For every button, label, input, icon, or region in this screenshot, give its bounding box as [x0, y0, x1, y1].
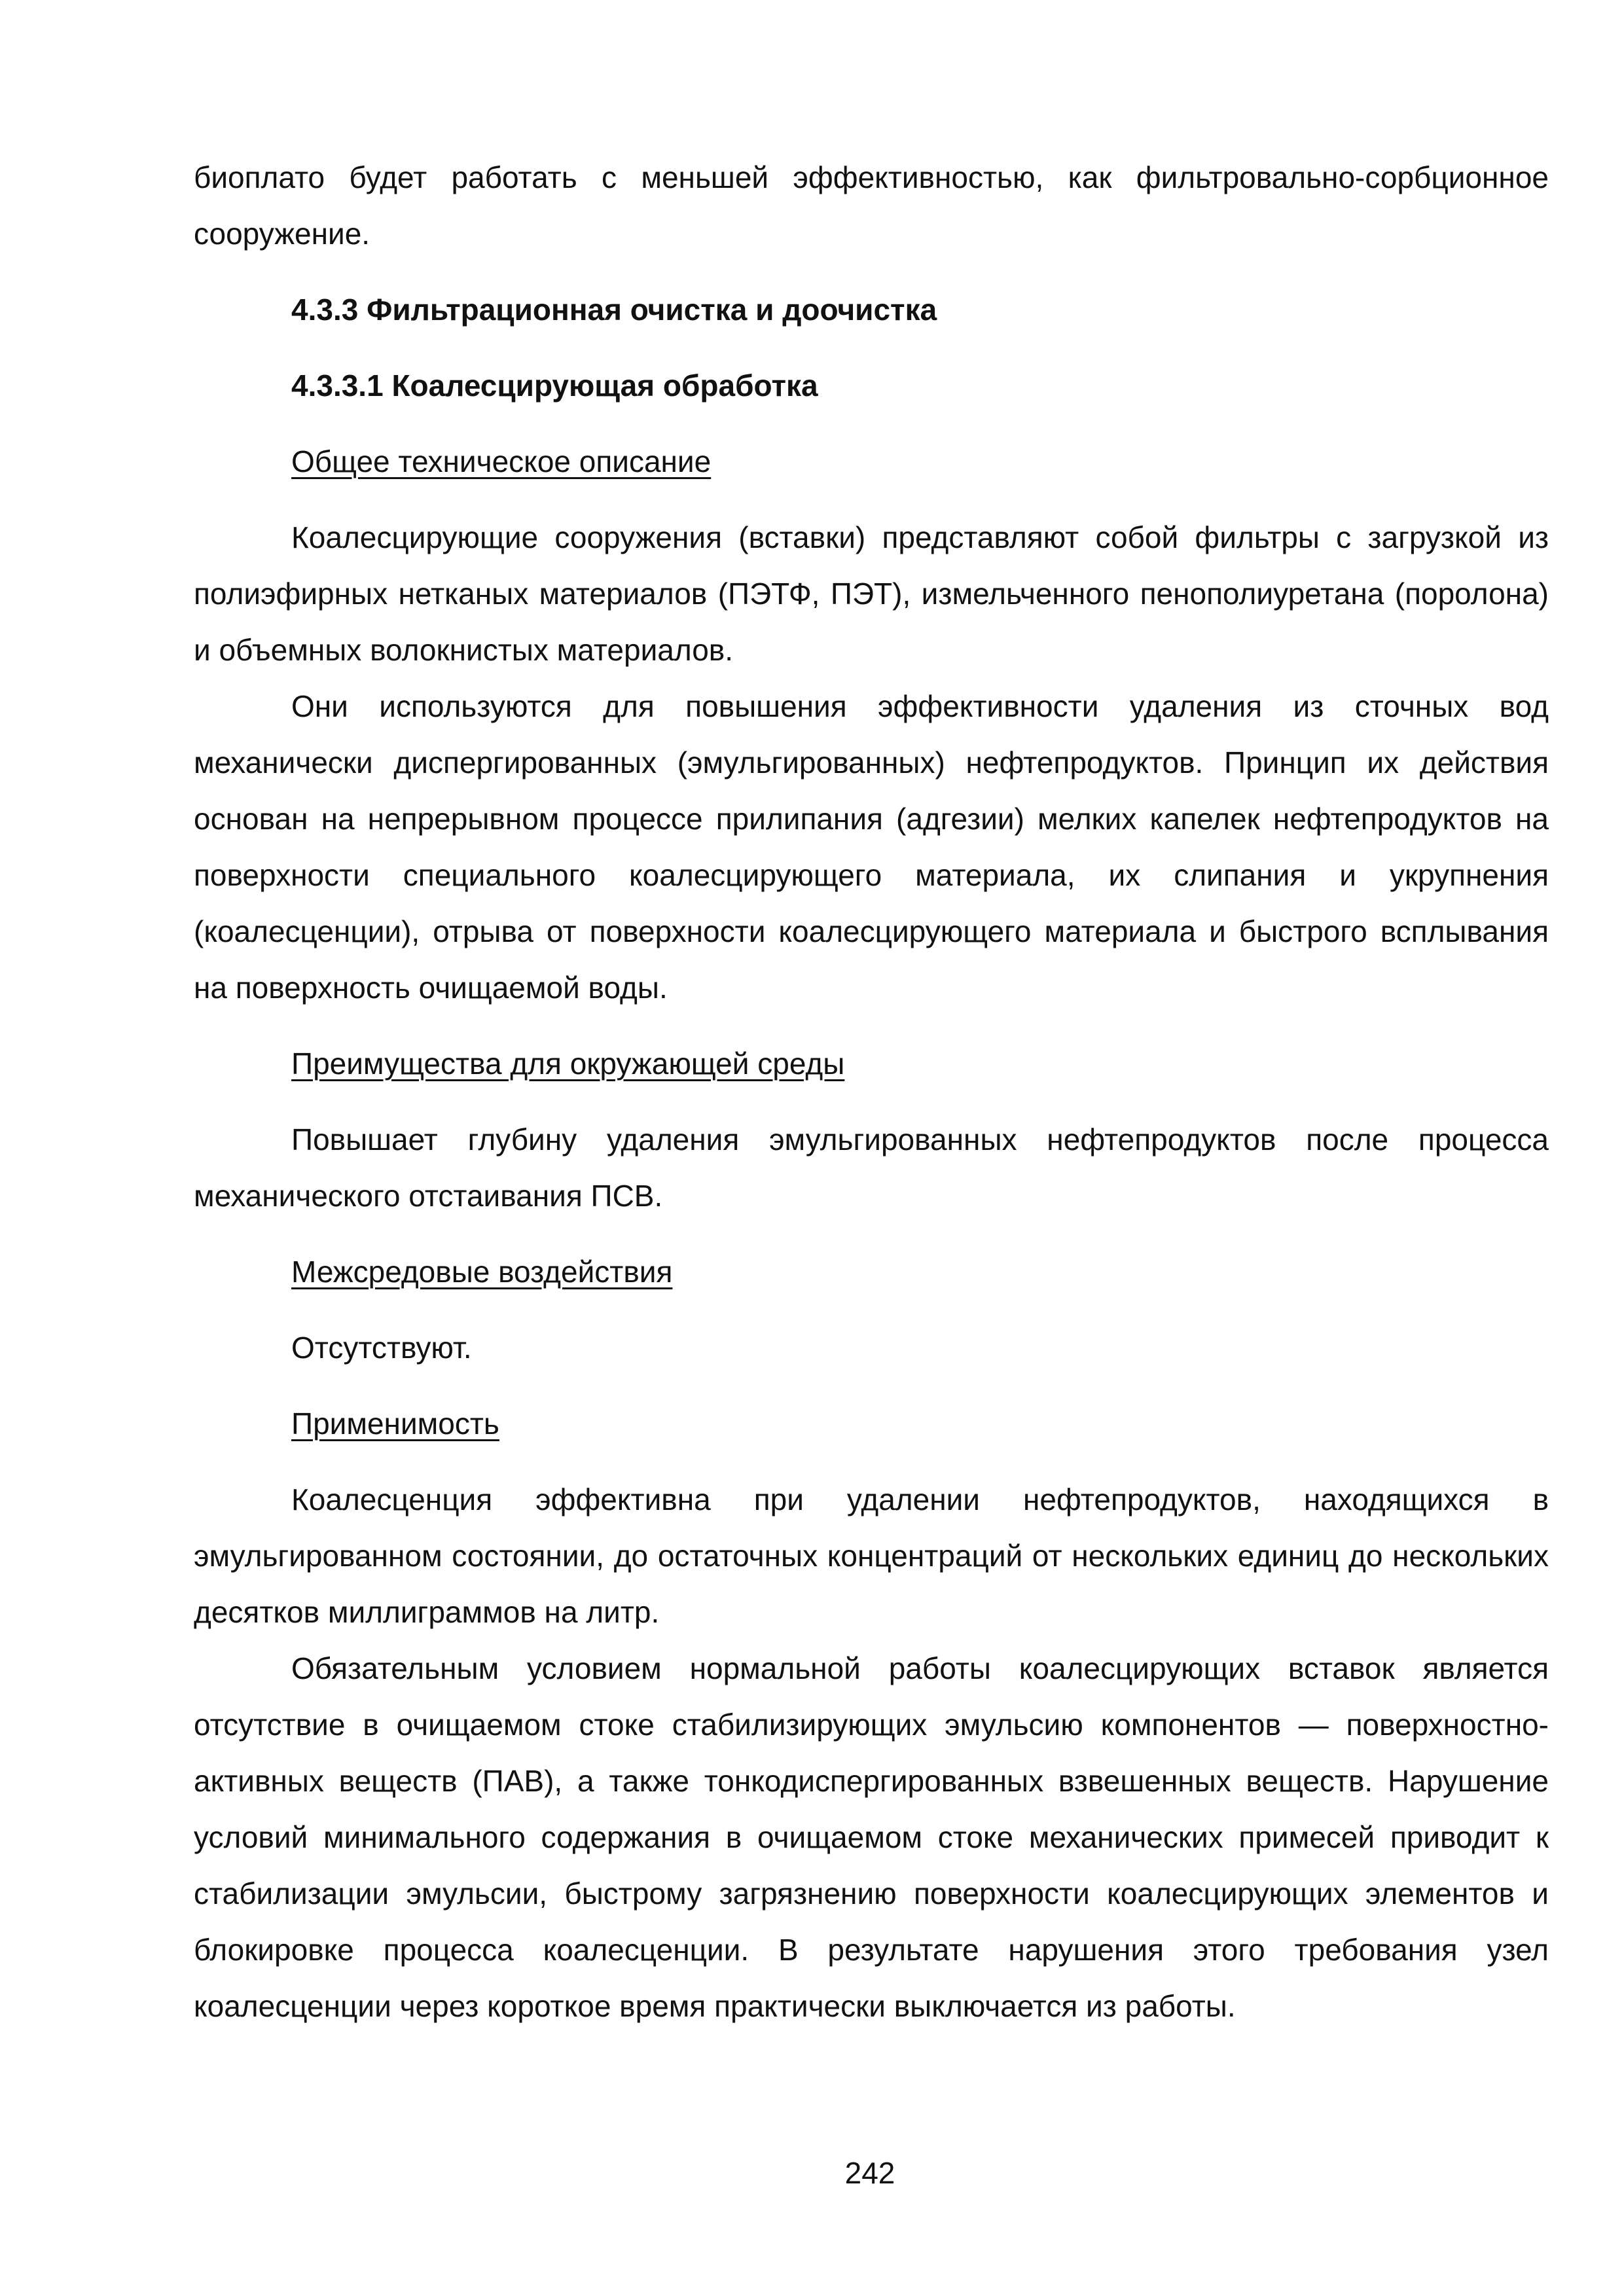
paragraph-env-benefit: Повышает глубину удаления эмульгированных нефтепродуктов после процесса механического отстаивания ПСВ. — [194, 1122, 1549, 1213]
subsection-heading: 4.3.3.1 Коалесцирующая обработка — [291, 368, 818, 403]
paragraph-intro: биоплато будет работать с меньшей эффективностью, как фильтровально-сорбционное сооружение. — [194, 160, 1549, 251]
paragraph-cross-media: Отсутствуют. — [291, 1331, 472, 1365]
section-heading: 4.3.3 Фильтрационная очистка и доочистка — [291, 293, 937, 327]
paragraph-usage: Они используются для повышения эффективности удаления из сточных вод механически диспергированных (эмульгированных) нефтепродуктов. Принцип их действия основан на непрерывном процессе прилипания (адгезии) мелких капелек нефтепродуктов на поверхности специального коалесцирующего материала, их слипания и укрупнения (коалесценции), отрыва от поверхности коалесцирующего материала и быстрого всплывания на поверхность очищаемой воды. — [194, 689, 1549, 1005]
subheading-tech-description: Общее техническое описание — [291, 444, 712, 478]
paragraph-tech-description: Коалесцирующие сооружения (вставки) представляют собой фильтры с загрузкой из полиэфирных нетканых материалов (ПЭТФ, ПЭТ), измельченного пенополиуретана (поролона) и объемных волокнистых материалов. — [194, 520, 1549, 667]
paragraph-applicability-2: Обязательным условием нормальной работы коалесцирующих вставок является отсутствие в очищаемом стоке стабилизирующих эмульсию компонентов — поверхностно-активных веществ (ПАВ), а также тонкодиспергированных взвешенных веществ. Нарушение условий минимального содержания в очищаемом стоке механических примесей приводит к стабилизации эмульсии, быстрому загрязнению поверхности коалесцирующих элементов и блокировке процесса коалесценции. В результате нарушения этого требования узел коалесценции через короткое время практически выключается из работы. — [194, 1651, 1549, 2023]
document-page — [194, 149, 1549, 2034]
subheading-cross-media: Межсредовые воздействия — [291, 1255, 673, 1289]
subheading-env-benefit: Преимущества для окружающей среды — [291, 1047, 845, 1081]
paragraph-applicability-1: Коалесценция эффективна при удалении нефтепродуктов, находящихся в эмульгированном состоянии, до остаточных концентраций от нескольких единиц до нескольких десятков миллиграммов на литр. — [194, 1482, 1549, 1629]
subheading-applicability: Применимость — [291, 1407, 499, 1441]
page-number: 242 — [844, 2156, 895, 2190]
